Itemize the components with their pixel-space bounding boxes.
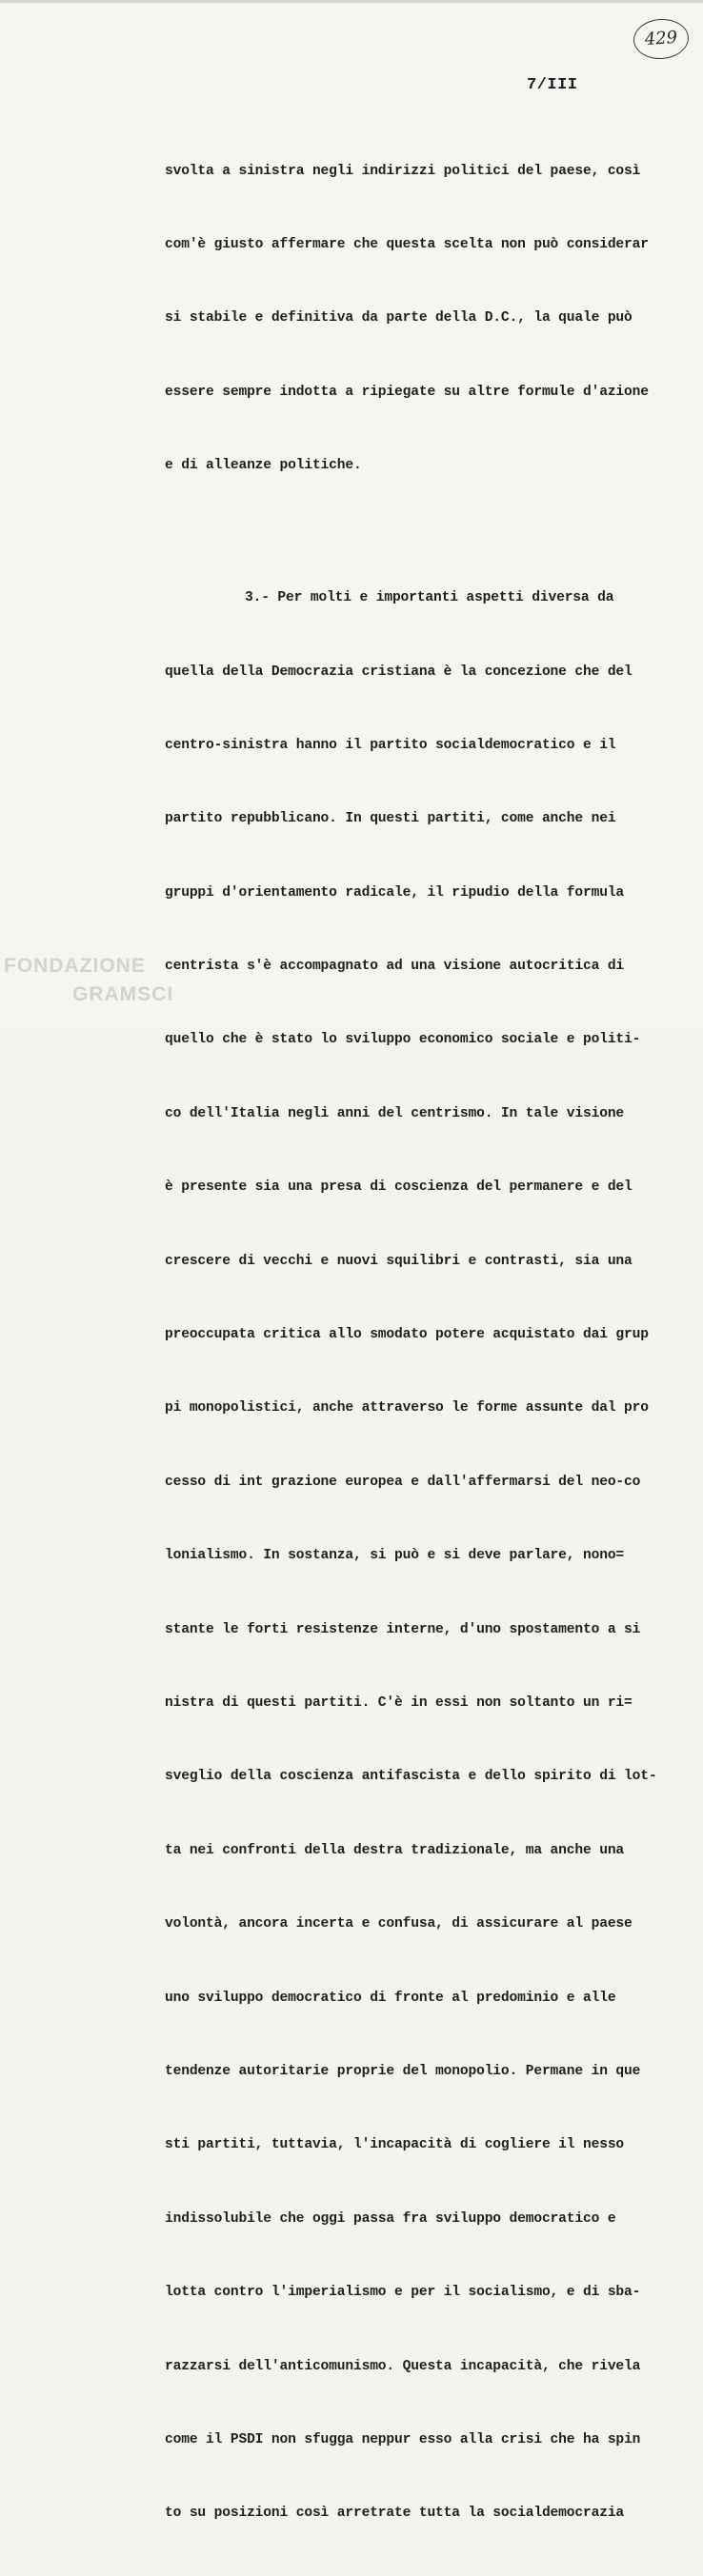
text-line: centro-sinistra hanno il partito socialdemocratico e il	[165, 737, 616, 753]
text-line: sti partiti, tuttavia, l'incapacità di cogliere il nesso	[165, 2137, 625, 2153]
text-line: cesso di int grazione europea e dall'affermarsi del neo-co	[165, 1474, 641, 1490]
text-line: lonialismo. In sostanza, si può e si deve parlare, nono=	[165, 1548, 625, 1564]
text-line: uno sviluppo democratico di fronte al predominio e alle	[165, 1990, 616, 2006]
text-line: volontà, ancora incerta e confusa, di assicurare al paese	[165, 1916, 633, 1932]
text-line: sveglio della coscienza antifascista e dello spirito di lot-	[165, 1769, 657, 1785]
text-line: lotta contro l'imperialismo e per il socialismo, e di sba-	[165, 2285, 641, 2301]
text-line: tendenze autoritarie proprie del monopolio. Permane in que	[165, 2063, 641, 2079]
text-line: quella della Democrazia cristiana è la concezione che del	[165, 664, 633, 680]
text-line: razzarsi dell'anticomunismo. Questa incapacità, che rivela	[165, 2358, 641, 2374]
text-line: essere sempre indotta a ripiegate su altre formule d'azione	[165, 384, 649, 400]
watermark-line: FONDAZIONE	[4, 955, 146, 977]
text-line: svolta a sinistra negli indirizzi politici del paese, così	[165, 163, 641, 179]
fondazione-gramsci-watermark	[4, 952, 213, 1009]
text-line: crescere di vecchi e nuovi squilibri e contrasti, sia una	[165, 1253, 633, 1269]
text-line: è presente sia una presa di coscienza del permanere e del	[165, 1179, 633, 1196]
text-line: indissolubile che oggi passa fra sviluppo democratico e	[165, 2210, 616, 2227]
text-line: gruppi d'orientamento radicale, il ripudio della formula	[165, 884, 625, 901]
watermark-line: GRAMSCI	[72, 983, 174, 1005]
text-line: nistra di questi partiti. C'è in essi non soltanto un ri=	[165, 1695, 633, 1711]
text-line: co dell'Italia negli anni del centrismo. In tale visione	[165, 1105, 625, 1121]
text-line: preoccupata critica allo smodato potere acquistato dai grup	[165, 1327, 649, 1343]
typewritten-body	[165, 110, 679, 2576]
text-line: quello che è stato lo sviluppo economico sociale e politi-	[165, 1032, 641, 1048]
text-line: to su posizioni così arretrate tutta la socialdemocrazia	[165, 2506, 625, 2522]
text-line: com'è giusto affermare che questa scelta non può considerar	[165, 236, 649, 252]
paragraph-gap	[165, 528, 679, 538]
text-line: pi monopolistici, anche attraverso le forme assunte dal pro	[165, 1400, 649, 1417]
text-line: come il PSDI non sfugga neppur esso alla crisi che ha spin	[165, 2431, 641, 2447]
text-line: ta nei confronti della destra tradizionale, ma anche una	[165, 1842, 625, 1858]
text-line: 3.- Per molti e importanti aspetti diversa da	[245, 590, 614, 606]
page-top-edge	[0, 0, 703, 3]
text-line: e di alleanze politiche.	[165, 458, 362, 474]
text-line: partito repubblicano. In questi partiti, come anche nei	[165, 811, 616, 827]
text-line: stante le forti resistenze interne, d'uno spostamento a si	[165, 1621, 641, 1637]
page-number: 7/III	[527, 76, 578, 94]
archive-stamp-number: 429	[633, 17, 691, 61]
text-line: centrista s'è accompagnato ad una visione autocritica di	[165, 959, 625, 975]
text-line: si stabile e definitiva da parte della D.C., la quale può	[165, 310, 633, 327]
